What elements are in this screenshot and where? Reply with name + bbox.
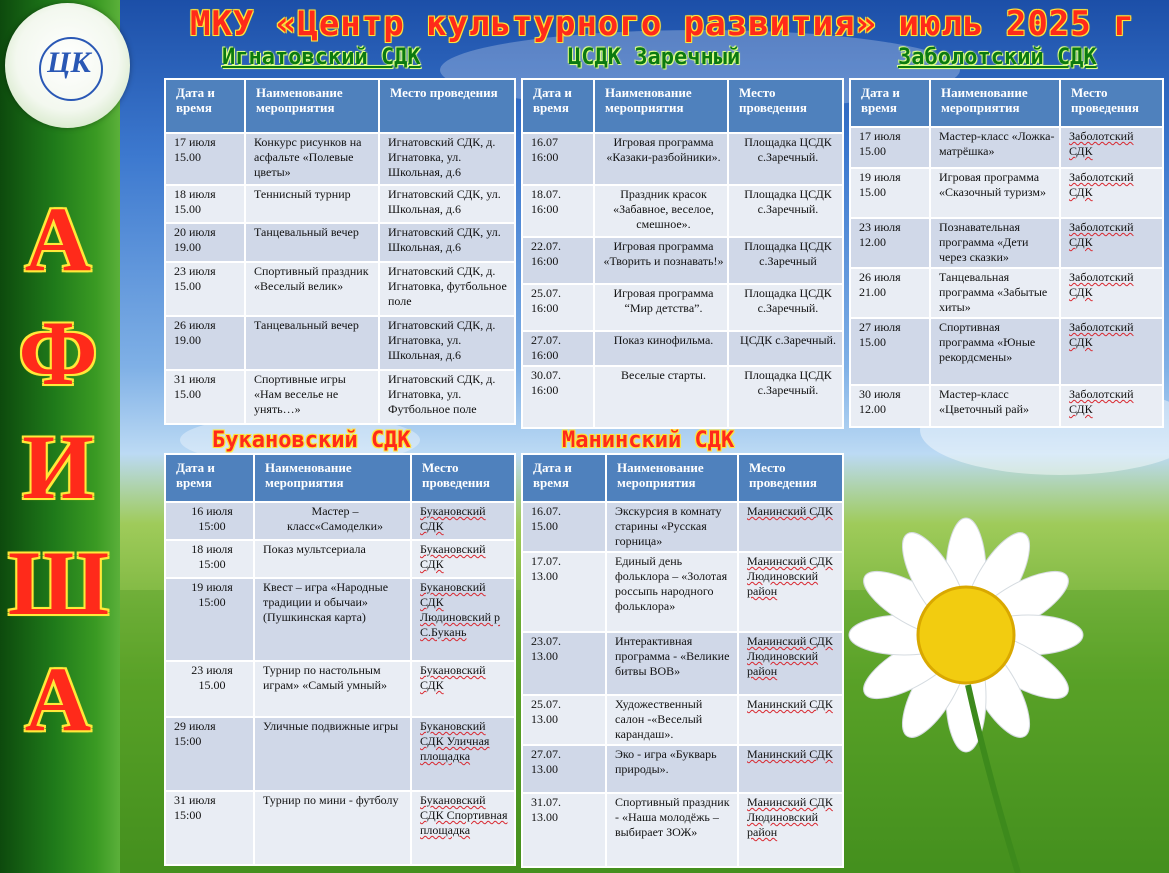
cell-place: Заболотский СДК [1060,268,1163,318]
cell-event: Турнир по мини - футболу [254,791,411,865]
cell-place: ЦСДК с.Заречный. [728,331,843,366]
cell-event: Интерактивная программа - «Великие битвы ВОВ» [606,632,738,695]
cell-event: Уличные подвижные игры [254,717,411,791]
header-date: Дата и время [165,79,245,133]
daisy-flower [848,515,1169,873]
table-row [522,502,843,552]
cell-place: Игнатовский СДК, д. Игнатовка, ул. Футбольное поле [379,370,515,424]
table-bukanovsky [164,453,516,866]
table-row [165,262,515,316]
cell-place: Игнатовский СДК, д. Игнатовка, футбольное поле [379,262,515,316]
cell-date: 31.07. 13.00 [522,793,606,867]
header-date: Дата и время [522,454,606,502]
table-row [522,552,843,632]
cell-event: Веселые старты. [594,366,728,428]
cell-place: Заболотский СДК [1060,127,1163,168]
cell-date: 29 июля 15:00 [165,717,254,791]
cell-event: Художественный салон -«Веселый карандаш». [606,695,738,745]
table-row [522,745,843,793]
cell-event: Турнир по настольным играм» «Самый умный» [254,661,411,717]
table-row [165,133,515,185]
cell-event: Спортивный праздник «Веселый велик» [245,262,379,316]
cell-place: Манинский СДК Людиновский район [738,632,843,695]
cell-event: Танцевальный вечер [245,316,379,370]
table-row [165,223,515,262]
cell-place: Манинский СДК Людиновский район [738,793,843,867]
table-row [850,385,1163,427]
section-title-maninsky: Манинский СДК [562,428,735,453]
cell-date: 18 июля 15.00 [165,185,245,223]
header-place: Место проведения [728,79,843,133]
cell-date: 30.07. 16:00 [522,366,594,428]
poster-letter-5: А [24,648,92,750]
cell-place: Манинский СДК Людиновский район [738,552,843,632]
header-event: Наименование мероприятия [245,79,379,133]
cell-event: Показ мультсериала [254,540,411,578]
cell-place: Букановский СДК [411,502,515,540]
logo [5,3,130,128]
cell-event: Экскурсия в комнату старины «Русская горница» [606,502,738,552]
cell-event: Мастер – класс«Самоделки» [254,502,411,540]
cell-event: Мастер-класс «Цветочный рай» [930,385,1060,427]
cell-date: 23 июля 15.00 [165,262,245,316]
cell-date: 23 июля 15.00 [165,661,254,717]
cell-event: Игровая программа «Творить и познавать!» [594,237,728,284]
cell-event: Праздник красок «Забавное, веселое, смешное». [594,185,728,237]
table-row [522,284,843,331]
header-place: Место проведения [379,79,515,133]
header-event: Наименование мероприятия [594,79,728,133]
table-row [850,168,1163,218]
logo-mark: ЦК [47,46,91,79]
table-ignatovsky [164,78,516,425]
cell-date: 31 июля 15.00 [165,370,245,424]
cell-event: Игровая программа “Мир детства”. [594,284,728,331]
table-row [522,366,843,428]
section-title-zabolotsky: Заболотский СДК [898,45,1097,70]
header-event: Наименование мероприятия [254,454,411,502]
cell-place: Заболотский СДК [1060,168,1163,218]
cell-date: 20 июля 19.00 [165,223,245,262]
cell-place: Букановский СДК [411,540,515,578]
cell-event: Квест – игра «Народные традиции и обычаи» (Пушкинская карта) [254,578,411,661]
cell-place: Манинский СДК [738,745,843,793]
table-row [165,791,515,865]
cell-date: 16.07. 15.00 [522,502,606,552]
cell-event: Мастер-класс «Ложка- матрёшка» [930,127,1060,168]
poster-letter-1: А [24,188,92,290]
table-row [850,218,1163,268]
table-row [165,661,515,717]
cell-date: 27.07. 13.00 [522,745,606,793]
cell-place: Игнатовский СДК, д. Игнатовка, ул. Школьная, д.6 [379,316,515,370]
cell-place: Букановский СДК Людиновский р С.Букань [411,578,515,661]
header-place: Место проведения [411,454,515,502]
section-title-bukanovsky: Букановский СДК [212,428,411,453]
cell-place: Манинский СДК [738,695,843,745]
table-row [522,237,843,284]
cell-place: Площадка ЦСДК с.Заречный. [728,366,843,428]
cell-date: 17.07. 13.00 [522,552,606,632]
cell-place: Игнатовский СДК, ул. Школьная, д.6 [379,223,515,262]
cell-place: Площадка ЦСДК с.Заречный. [728,284,843,331]
page-title: МКУ «Центр культурного развития» июль 2025 г [190,4,1135,44]
cell-event: Эко - игра «Букварь природы». [606,745,738,793]
table-row [165,540,515,578]
cell-date: 17 июля 15.00 [850,127,930,168]
cell-place: Игнатовский СДК, д. Игнатовка, ул. Школьная, д.6 [379,133,515,185]
cell-date: 18 июля 15:00 [165,540,254,578]
table-row [165,316,515,370]
poster-letter-3: И [22,416,94,518]
cell-event: Единый день фольклора – «Золотая россыпь народного фольклора» [606,552,738,632]
cell-event: Игровая программа «Казаки-разбойники». [594,133,728,185]
cell-date: 26 июля 19.00 [165,316,245,370]
cell-place: Манинский СДК [738,502,843,552]
cell-date: 25.07. 13.00 [522,695,606,745]
cell-event: Познавательная программа «Дети через сказки» [930,218,1060,268]
cell-place: Букановский СДК [411,661,515,717]
cell-date: 17 июля 15.00 [165,133,245,185]
table-row [522,632,843,695]
table-maninsky [521,453,844,868]
cell-date: 31 июля 15:00 [165,791,254,865]
cell-place: Заболотский СДК [1060,318,1163,385]
cell-event: Показ кинофильма. [594,331,728,366]
cell-date: 19 июля 15:00 [165,578,254,661]
cell-place: Площадка ЦСДК с.Заречный. [728,133,843,185]
cell-date: 23 июля 12.00 [850,218,930,268]
table-row [165,578,515,661]
cell-event: Танцевальная программа «Забытые хиты» [930,268,1060,318]
cell-date: 23.07. 13.00 [522,632,606,695]
header-event: Наименование мероприятия [606,454,738,502]
section-title-ignatovsky: Игнатовский СДК [222,45,421,70]
table-row [165,185,515,223]
cell-date: 16.07 16:00 [522,133,594,185]
table-row [165,717,515,791]
header-place: Место проведения [1060,79,1163,127]
table-row [522,133,843,185]
poster-letter-4: Ш [8,532,110,634]
cell-date: 18.07. 16:00 [522,185,594,237]
cell-event: Конкурс рисунков на асфальте «Полевые цветы» [245,133,379,185]
table-row [522,185,843,237]
header-place: Место проведения [738,454,843,502]
header-date: Дата и время [850,79,930,127]
cell-place: Букановский СДК Уличная площадка [411,717,515,791]
cell-event: Спортивный праздник - «Наша молодёжь – выбирает ЗОЖ» [606,793,738,867]
cell-date: 16 июля 15:00 [165,502,254,540]
table-zarechny [521,78,844,429]
table-zabolotsky [849,78,1164,428]
table-row [522,331,843,366]
cell-event: Танцевальный вечер [245,223,379,262]
cell-event: Спортивная программа «Юные рекордсмены» [930,318,1060,385]
section-title-zarechny: ЦСДК Заречный [568,45,741,70]
cell-event: Игровая программа «Сказочный туризм» [930,168,1060,218]
header-event: Наименование мероприятия [930,79,1060,127]
cell-date: 30 июля 12.00 [850,385,930,427]
table-row [165,502,515,540]
cell-place: Заболотский СДК [1060,218,1163,268]
cell-date: 22.07. 16:00 [522,237,594,284]
cell-event: Спортивные игры «Нам веселье не унять…» [245,370,379,424]
cell-date: 25.07. 16:00 [522,284,594,331]
cell-place: Площадка ЦСДК с.Заречный. [728,185,843,237]
cell-place: Игнатовский СДК, ул. Школьная, д.6 [379,185,515,223]
cell-place: Площадка ЦСДК с.Заречный [728,237,843,284]
cell-place: Букановский СДК Спортивная площадка [411,791,515,865]
table-row [850,318,1163,385]
cell-date: 19 июля 15.00 [850,168,930,218]
table-row [522,793,843,867]
table-row [522,695,843,745]
table-row [850,268,1163,318]
header-date: Дата и время [522,79,594,133]
cell-date: 27.07. 16:00 [522,331,594,366]
table-row [165,370,515,424]
cell-place: Заболотский СДК [1060,385,1163,427]
table-row [850,127,1163,168]
cell-event: Теннисный турнир [245,185,379,223]
cell-date: 27 июля 15.00 [850,318,930,385]
poster-letter-2: Ф [18,302,98,404]
header-date: Дата и время [165,454,254,502]
cell-date: 26 июля 21.00 [850,268,930,318]
